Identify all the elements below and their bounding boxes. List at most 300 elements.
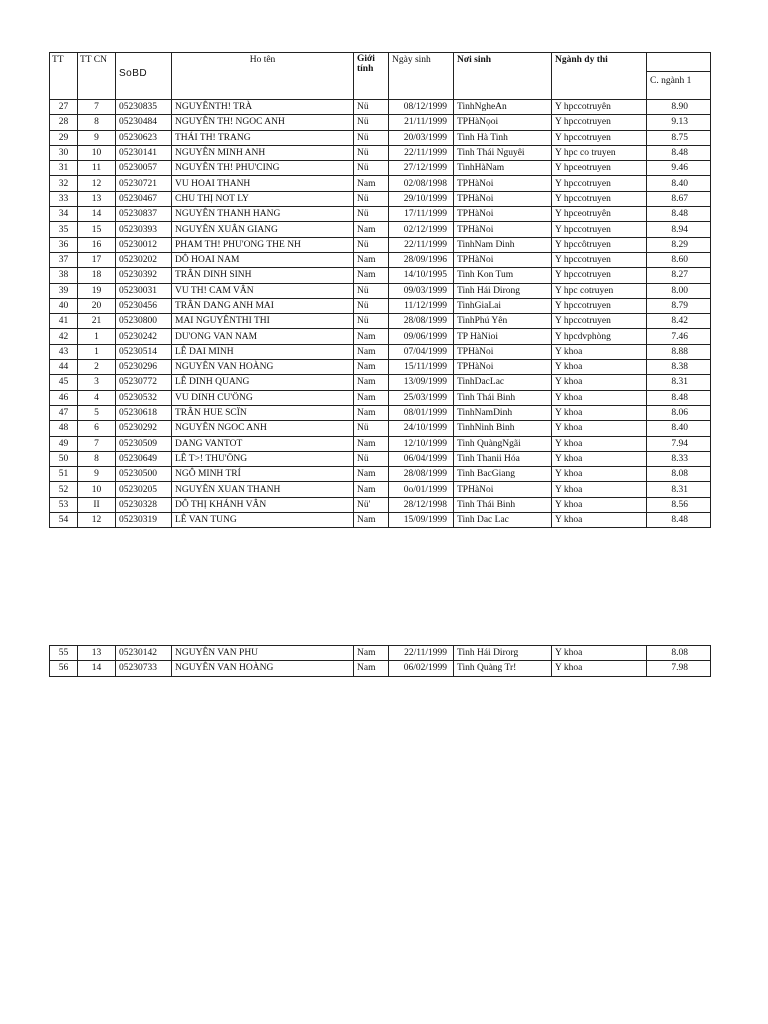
cell-pob: Tinh Thái Nguyêi (454, 145, 552, 160)
cell-pob: TinhHàNam (454, 161, 552, 176)
table-header-row (50, 53, 711, 100)
cell-major: Y hpccotruyen (552, 176, 647, 191)
table-row (50, 513, 711, 528)
cell-score: 8.48 (647, 207, 711, 222)
cell-gender: Nü (354, 283, 389, 298)
cell-dob: 02/08/1998 (389, 176, 454, 191)
cell-major: Y khoa (552, 661, 647, 676)
table-row (50, 130, 711, 145)
cell-ttcn: 9 (78, 130, 116, 145)
cell-sobd: 05230509 (116, 436, 172, 451)
cell-major: Y khoa (552, 405, 647, 420)
cell-gender: Nam (354, 268, 389, 283)
cell-sobd: 05230328 (116, 497, 172, 512)
cell-gender: Nü (354, 191, 389, 206)
cell-score: 8.00 (647, 283, 711, 298)
cell-ttcn: 12 (78, 513, 116, 528)
cell-tt: 45 (50, 375, 78, 390)
cell-dob: 08/12/1999 (389, 100, 454, 115)
cell-ttcn: 16 (78, 237, 116, 252)
cell-name: NGUYÊN TH! NGOC ANH (172, 115, 354, 130)
cell-pob: TinhNamDinh (454, 405, 552, 420)
cell-sobd: 05230618 (116, 405, 172, 420)
cell-sobd: 05230514 (116, 344, 172, 359)
cell-name: NGUYÊN NGOC ANH (172, 421, 354, 436)
cell-dob: 20/03/1999 (389, 130, 454, 145)
cell-score: 9.46 (647, 161, 711, 176)
cell-sobd: 05230031 (116, 283, 172, 298)
cell-dob: 14/10/1995 (389, 268, 454, 283)
results-table-body (50, 53, 711, 528)
cell-tt: 50 (50, 451, 78, 466)
cell-ttcn: 7 (78, 436, 116, 451)
cell-major: Y khoa (552, 344, 647, 359)
cell-gender: Nam (354, 252, 389, 267)
cell-major: Y hpceotruyên (552, 207, 647, 222)
cell-dob: 09/03/1999 (389, 283, 454, 298)
cell-gender: Nü (354, 314, 389, 329)
cell-dob: 21/11/1999 (389, 115, 454, 130)
cell-score: 8.60 (647, 252, 711, 267)
cell-score: 7.94 (647, 436, 711, 451)
cell-tt: 56 (50, 661, 78, 676)
cell-gender: Nam (354, 222, 389, 237)
cell-pob: TPHàNọoi (454, 115, 552, 130)
cell-major: Y khoa (552, 467, 647, 482)
cell-sobd: 05230292 (116, 421, 172, 436)
cell-name: LÊ T>! THU'ÖNG (172, 451, 354, 466)
cell-gender: Nam (354, 467, 389, 482)
cell-gender: Nü (354, 237, 389, 252)
cell-tt: 39 (50, 283, 78, 298)
cell-ttcn: 11 (78, 161, 116, 176)
cell-name: NGUYÊN VAN PHU (172, 646, 354, 661)
cell-name: LÊ DAI MINH (172, 344, 354, 359)
cell-major: Y hpc co truyen (552, 145, 647, 160)
cell-ttcn: 10 (78, 482, 116, 497)
cell-gender: Nü (354, 298, 389, 313)
table-row (50, 482, 711, 497)
cell-name: VU TH! CAM VÂN (172, 283, 354, 298)
cell-ttcn: 1 (78, 344, 116, 359)
cell-score: 7.98 (647, 661, 711, 676)
cell-ttcn: 13 (78, 646, 116, 661)
cell-tt: 37 (50, 252, 78, 267)
header-score: C. ngành 1 (650, 76, 692, 86)
cell-pob: TinhDacLac (454, 375, 552, 390)
cell-ttcn: 8 (78, 451, 116, 466)
cell-major: Y hpc cotruyen (552, 283, 647, 298)
cell-sobd: 05230296 (116, 360, 172, 375)
cell-gender: Nü (354, 115, 389, 130)
cell-pob: Tinh Quàng Tr! (454, 661, 552, 676)
cell-pob: TPHàNoi (454, 176, 552, 191)
cell-pob: Tinh Kon Tum (454, 268, 552, 283)
cell-dob: 06/02/1999 (389, 661, 454, 676)
cell-name: NGUYÊN XUAN THANH (172, 482, 354, 497)
cell-dob: 22/11/1999 (389, 237, 454, 252)
cell-pob: TPHàNoi (454, 482, 552, 497)
cell-pob: TinhNgheAn (454, 100, 552, 115)
cell-sobd: 05230800 (116, 314, 172, 329)
cell-major: Y khoa (552, 451, 647, 466)
cell-ttcn: 14 (78, 661, 116, 676)
cell-sobd: 05230205 (116, 482, 172, 497)
cell-ttcn: 10 (78, 145, 116, 160)
cell-tt: 34 (50, 207, 78, 222)
cell-ttcn: 14 (78, 207, 116, 222)
cell-dob: 12/10/1999 (389, 436, 454, 451)
cell-ttcn: 15 (78, 222, 116, 237)
cell-gender: Nam (354, 390, 389, 405)
table-row (50, 329, 711, 344)
cell-name: NGUYÊN TH! PHU'CING (172, 161, 354, 176)
cell-dob: 22/11/1999 (389, 145, 454, 160)
cell-name: THÁI TH! TRANG (172, 130, 354, 145)
header-dob: Ngày sinh (389, 53, 454, 100)
cell-ttcn: 8 (78, 115, 116, 130)
cell-sobd: 05230500 (116, 467, 172, 482)
cell-score: 8.38 (647, 360, 711, 375)
cell-gender: Nam (354, 405, 389, 420)
cell-score: 8.88 (647, 344, 711, 359)
table-row (50, 145, 711, 160)
table-row (50, 222, 711, 237)
cell-major: Y khoa (552, 482, 647, 497)
cell-sobd: 05230392 (116, 268, 172, 283)
cell-gender: Nam (354, 661, 389, 676)
cell-major: Y hpccotruyen (552, 298, 647, 313)
table-row (50, 314, 711, 329)
cell-dob: 13/09/1999 (389, 375, 454, 390)
cell-gender: Nü (354, 161, 389, 176)
cell-score: 7.46 (647, 329, 711, 344)
table-row (50, 252, 711, 267)
cell-dob: 29/10/1999 (389, 191, 454, 206)
cell-sobd: 05230649 (116, 451, 172, 466)
table-row (50, 661, 711, 676)
cell-dob: 28/08/1999 (389, 314, 454, 329)
cell-major: Y khoa (552, 360, 647, 375)
cell-pob: Tinh Hái Dirorg (454, 646, 552, 661)
header-gender-text: Giới tính (357, 54, 375, 74)
cell-score: 8.08 (647, 467, 711, 482)
cell-score: 8.40 (647, 176, 711, 191)
cell-pob: TPHàNoi (454, 252, 552, 267)
cell-name: NGUYÊN VAN HOÀNG (172, 661, 354, 676)
header-score-top (647, 53, 710, 72)
cell-tt: 36 (50, 237, 78, 252)
header-major: Ngành dy thi (552, 53, 647, 100)
table-row (50, 375, 711, 390)
cell-major: Y khoa (552, 390, 647, 405)
cell-name: TRÂN HUE SCÏN (172, 405, 354, 420)
header-sobd: SoBD (119, 68, 148, 79)
cell-dob: 28/12/1998 (389, 497, 454, 512)
cell-sobd: 05230835 (116, 100, 172, 115)
cell-sobd: 05230202 (116, 252, 172, 267)
cell-sobd: 05230467 (116, 191, 172, 206)
cell-major: Y hpccotruyen (552, 314, 647, 329)
cell-major: Y hpccôtruyen (552, 237, 647, 252)
cell-sobd: 05230837 (116, 207, 172, 222)
cell-tt: 32 (50, 176, 78, 191)
cell-ttcn: 18 (78, 268, 116, 283)
cell-score: 8.48 (647, 390, 711, 405)
table-row (50, 191, 711, 206)
cell-sobd: 05230733 (116, 661, 172, 676)
header-name: Ho tên (172, 53, 354, 100)
cell-name: NGUYÊN XUÂN GIANG (172, 222, 354, 237)
cell-score: 8.27 (647, 268, 711, 283)
cell-major: Y hpccotruyen (552, 115, 647, 130)
cell-name: NGUYÊNTH! TRÀ (172, 100, 354, 115)
cell-name: LÊ DINH QUANG (172, 375, 354, 390)
cell-pob: TPHàNoi (454, 222, 552, 237)
cell-pob: Tinh QuàngNgãi (454, 436, 552, 451)
cell-ttcn: 3 (78, 375, 116, 390)
cell-score: 9.13 (647, 115, 711, 130)
cell-dob: 28/08/1999 (389, 467, 454, 482)
cell-tt: 49 (50, 436, 78, 451)
cell-pob: TPHàNoi (454, 207, 552, 222)
cell-sobd: 05230532 (116, 390, 172, 405)
cell-tt: 48 (50, 421, 78, 436)
cell-major: Y hpcdvphòng (552, 329, 647, 344)
cell-sobd: 05230456 (116, 298, 172, 313)
cell-gender: Nam (354, 360, 389, 375)
cell-score: 8.48 (647, 145, 711, 160)
cell-gender: Nam (354, 329, 389, 344)
cell-major: Y khoa (552, 497, 647, 512)
cell-sobd: 05230242 (116, 329, 172, 344)
cell-pob: Tinh Thái Binh (454, 497, 552, 512)
cell-ttcn: 7 (78, 100, 116, 115)
cell-major: Y khoa (552, 421, 647, 436)
table-row (50, 451, 711, 466)
cell-gender: Nü (354, 130, 389, 145)
cell-pob: Tinh Dac Lac (454, 513, 552, 528)
cell-score: 8.31 (647, 375, 711, 390)
cell-gender: Nam (354, 344, 389, 359)
cell-score: 8.31 (647, 482, 711, 497)
cell-tt: 27 (50, 100, 78, 115)
header-ttcn: TT CN (78, 53, 116, 100)
cell-sobd: 05230772 (116, 375, 172, 390)
cell-score: 8.56 (647, 497, 711, 512)
cell-pob: Tinh Thanii Hóa (454, 451, 552, 466)
cell-sobd: 05230142 (116, 646, 172, 661)
cell-sobd: 05230484 (116, 115, 172, 130)
cell-ttcn: II (78, 497, 116, 512)
cell-score: 8.06 (647, 405, 711, 420)
cell-tt: 43 (50, 344, 78, 359)
cell-major: Y khoa (552, 436, 647, 451)
table-row (50, 207, 711, 222)
header-pob: Nơi sinh (454, 53, 552, 100)
table-row (50, 390, 711, 405)
cell-major: Y hpceotruyen (552, 161, 647, 176)
cell-dob: 24/10/1999 (389, 421, 454, 436)
cell-ttcn: 2 (78, 360, 116, 375)
cell-pob: Tinh BacGiang (454, 467, 552, 482)
results-table-continued-body (50, 646, 711, 677)
cell-dob: 27/12/1999 (389, 161, 454, 176)
table-row (50, 405, 711, 420)
cell-gender: Nam (354, 436, 389, 451)
cell-tt: 55 (50, 646, 78, 661)
cell-dob: 02/12/1999 (389, 222, 454, 237)
cell-dob: 11/12/1999 (389, 298, 454, 313)
cell-dob: 22/11/1999 (389, 646, 454, 661)
cell-ttcn: 19 (78, 283, 116, 298)
cell-gender: Nü (354, 100, 389, 115)
cell-dob: 15/11/1999 (389, 360, 454, 375)
cell-dob: 15/09/1999 (389, 513, 454, 528)
cell-name: DÔ HOAI NAM (172, 252, 354, 267)
table-row (50, 360, 711, 375)
cell-tt: 29 (50, 130, 78, 145)
cell-tt: 38 (50, 268, 78, 283)
table-row (50, 344, 711, 359)
table-row (50, 283, 711, 298)
cell-tt: 33 (50, 191, 78, 206)
cell-sobd: 05230623 (116, 130, 172, 145)
cell-dob: 0o/01/1999 (389, 482, 454, 497)
cell-name: VU DINH CU'ÖNG (172, 390, 354, 405)
table-row (50, 497, 711, 512)
cell-pob: TPHàNoi (454, 344, 552, 359)
cell-tt: 52 (50, 482, 78, 497)
cell-dob: 06/04/1999 (389, 451, 454, 466)
cell-sobd: 05230721 (116, 176, 172, 191)
cell-pob: TinhNinh Binh (454, 421, 552, 436)
cell-gender: Nam (354, 513, 389, 528)
cell-ttcn: 5 (78, 405, 116, 420)
cell-pob: Tinh Thái Binh (454, 390, 552, 405)
cell-gender: Nam (354, 375, 389, 390)
table-row (50, 237, 711, 252)
cell-score: 8.40 (647, 421, 711, 436)
cell-score: 8.79 (647, 298, 711, 313)
cell-name: VU HOAI THANH (172, 176, 354, 191)
cell-ttcn: 12 (78, 176, 116, 191)
cell-name: NGUYÊN VAN HOÀNG (172, 360, 354, 375)
cell-ttcn: 21 (78, 314, 116, 329)
cell-dob: 09/06/1999 (389, 329, 454, 344)
cell-pob: TPHàNoi (454, 360, 552, 375)
cell-dob: 07/04/1999 (389, 344, 454, 359)
cell-gender: Nü (354, 451, 389, 466)
cell-tt: 47 (50, 405, 78, 420)
cell-pob: TPHàNoi (454, 191, 552, 206)
cell-ttcn: 17 (78, 252, 116, 267)
cell-pob: TinhPhú Yên (454, 314, 552, 329)
cell-score: 8.75 (647, 130, 711, 145)
cell-tt: 53 (50, 497, 78, 512)
cell-name: NGÔ MINH TRÍ (172, 467, 354, 482)
cell-tt: 54 (50, 513, 78, 528)
cell-name: PHAM TH! PHU'ONG THE NH (172, 237, 354, 252)
cell-ttcn: 13 (78, 191, 116, 206)
cell-ttcn: 4 (78, 390, 116, 405)
table-row (50, 176, 711, 191)
cell-major: Y khoa (552, 513, 647, 528)
cell-score: 8.33 (647, 451, 711, 466)
results-table-continued (49, 645, 711, 677)
cell-tt: 44 (50, 360, 78, 375)
header-sobd-cell (116, 53, 172, 100)
cell-major: Y hpccotruyen (552, 252, 647, 267)
header-gender (354, 53, 389, 100)
table-row (50, 436, 711, 451)
cell-gender: Nü (354, 145, 389, 160)
cell-score: 8.90 (647, 100, 711, 115)
table-row (50, 115, 711, 130)
cell-gender: Nü (354, 421, 389, 436)
cell-pob: Tinh Hà Tinh (454, 130, 552, 145)
table-row (50, 646, 711, 661)
cell-ttcn: 9 (78, 467, 116, 482)
cell-tt: 35 (50, 222, 78, 237)
table-row (50, 298, 711, 313)
cell-pob: Tinh Hái Dirong (454, 283, 552, 298)
cell-name: DANG VANTOT (172, 436, 354, 451)
cell-score: 8.08 (647, 646, 711, 661)
cell-major: Y hpccotruyen (552, 268, 647, 283)
cell-major: Y hpccotruyên (552, 100, 647, 115)
table-row (50, 161, 711, 176)
cell-score: 8.48 (647, 513, 711, 528)
cell-dob: 25/03/1999 (389, 390, 454, 405)
cell-major: Y khoa (552, 646, 647, 661)
table-row (50, 268, 711, 283)
cell-gender: Nam (354, 176, 389, 191)
cell-dob: 08/01/1999 (389, 405, 454, 420)
cell-gender: Nam (354, 482, 389, 497)
cell-score: 8.42 (647, 314, 711, 329)
cell-tt: 30 (50, 145, 78, 160)
cell-tt: 51 (50, 467, 78, 482)
cell-name: NGUYÊN THANH HANG (172, 207, 354, 222)
cell-tt: 46 (50, 390, 78, 405)
cell-name: CHU THỊ NOT LY (172, 191, 354, 206)
cell-name: MAI NGUYÊNTHI THI (172, 314, 354, 329)
cell-tt: 42 (50, 329, 78, 344)
results-table (49, 52, 711, 528)
cell-gender: Nü (354, 207, 389, 222)
cell-dob: 17/11/1999 (389, 207, 454, 222)
cell-major: Y hpccotruyen (552, 222, 647, 237)
cell-tt: 31 (50, 161, 78, 176)
table-row (50, 421, 711, 436)
cell-score: 8.29 (647, 237, 711, 252)
cell-pob: TinhGiaLai (454, 298, 552, 313)
header-score-cell (647, 53, 711, 100)
cell-sobd: 05230141 (116, 145, 172, 160)
cell-sobd: 05230057 (116, 161, 172, 176)
cell-tt: 28 (50, 115, 78, 130)
cell-major: Y hpccotruyen (552, 191, 647, 206)
cell-name: TRÂN DANG ANH MAI (172, 298, 354, 313)
cell-ttcn: 20 (78, 298, 116, 313)
cell-major: Y khoa (552, 375, 647, 390)
cell-sobd: 05230012 (116, 237, 172, 252)
cell-name: DU'ONG VAN NAM (172, 329, 354, 344)
cell-score: 8.67 (647, 191, 711, 206)
cell-sobd: 05230393 (116, 222, 172, 237)
cell-ttcn: 1 (78, 329, 116, 344)
